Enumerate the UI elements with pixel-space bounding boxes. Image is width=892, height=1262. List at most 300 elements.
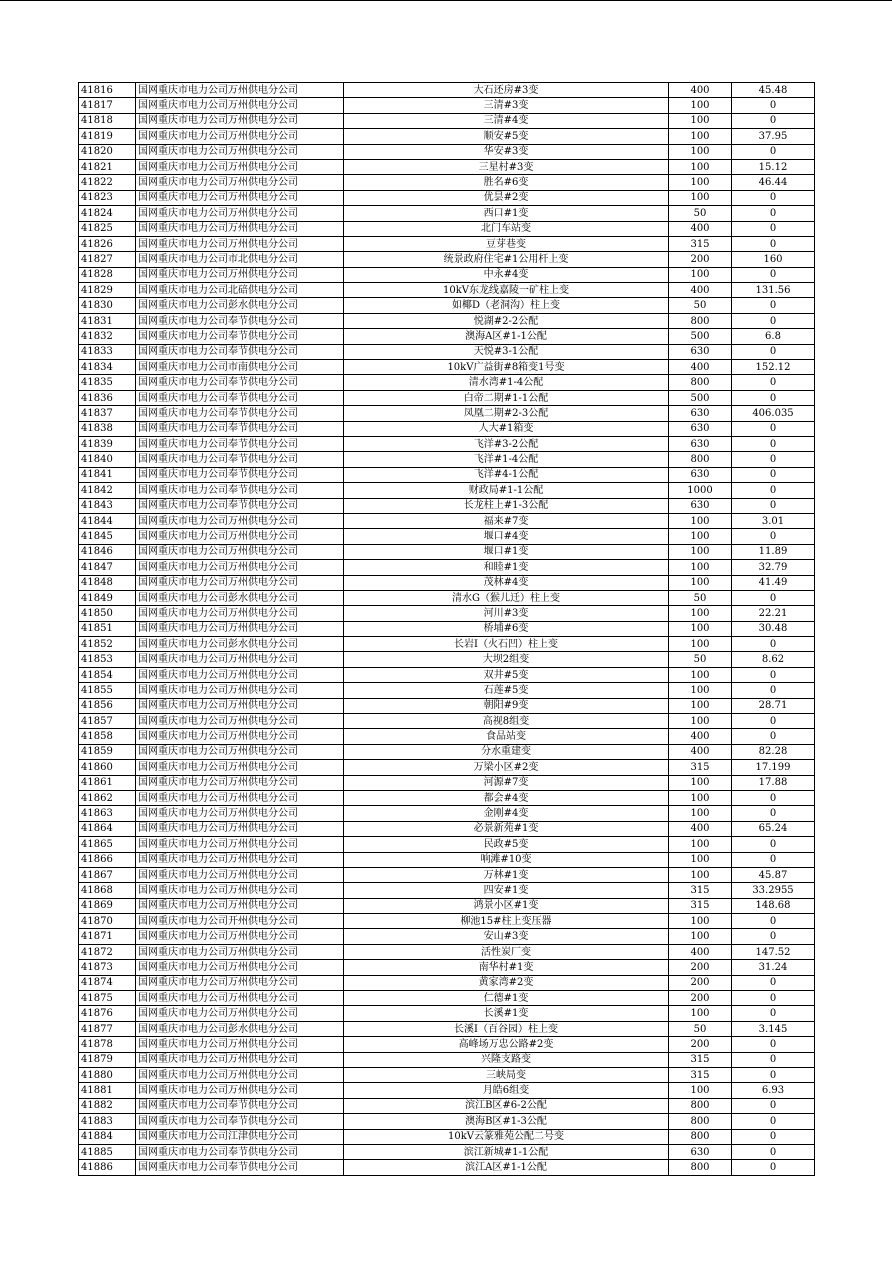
capacity-cell: 50 xyxy=(669,652,732,667)
row-id-cell: 41824 xyxy=(79,206,136,221)
company-name-cell: 国网重庆市电力公司万州供电分公司 xyxy=(136,236,344,251)
transformer-name-cell: 长岩I（火石凹）柱上变 xyxy=(344,637,669,652)
company-name-cell: 国网重庆市电力公司奉节供电分公司 xyxy=(136,406,344,421)
company-name-cell: 国网重庆市电力公司奉节供电分公司 xyxy=(136,390,344,405)
transformer-name-cell: 月皓6组变 xyxy=(344,1083,669,1098)
transformer-name-cell: 南华村#1变 xyxy=(344,960,669,975)
capacity-cell: 50 xyxy=(669,298,732,313)
table-row xyxy=(79,991,815,1006)
load-value-cell: 0 xyxy=(732,298,815,313)
company-name-cell: 国网重庆市电力公司万州供电分公司 xyxy=(136,883,344,898)
capacity-cell: 400 xyxy=(669,221,732,236)
capacity-cell: 500 xyxy=(669,329,732,344)
table-row xyxy=(79,313,815,328)
transformer-name-cell: 长龙柱上#1-3公配 xyxy=(344,498,669,513)
company-name-cell: 国网重庆市电力公司万州供电分公司 xyxy=(136,714,344,729)
company-name-cell: 国网重庆市电力公司奉节供电分公司 xyxy=(136,483,344,498)
company-name-cell: 国网重庆市电力公司万州供电分公司 xyxy=(136,175,344,190)
capacity-cell: 100 xyxy=(669,175,732,190)
capacity-cell: 100 xyxy=(669,1083,732,1098)
capacity-cell: 100 xyxy=(669,775,732,790)
table-row xyxy=(79,590,815,605)
load-value-cell: 0 xyxy=(732,436,815,451)
row-id-cell: 41886 xyxy=(79,1160,136,1175)
capacity-cell: 400 xyxy=(669,283,732,298)
transformer-name-cell: 顺安#5变 xyxy=(344,129,669,144)
table-body xyxy=(79,83,815,1176)
company-name-cell: 国网重庆市电力公司万州供电分公司 xyxy=(136,267,344,282)
row-id-cell: 41850 xyxy=(79,606,136,621)
transformer-name-cell: 仁德#1变 xyxy=(344,991,669,1006)
transformer-name-cell: 兴隆支路变 xyxy=(344,1052,669,1067)
load-value-cell: 3.145 xyxy=(732,1021,815,1036)
load-value-cell: 0 xyxy=(732,1160,815,1175)
table-row xyxy=(79,1083,815,1098)
company-name-cell: 国网重庆市电力公司江津供电分公司 xyxy=(136,1129,344,1144)
row-id-cell: 41820 xyxy=(79,144,136,159)
capacity-cell: 200 xyxy=(669,975,732,990)
company-name-cell: 国网重庆市电力公司万州供电分公司 xyxy=(136,729,344,744)
company-name-cell: 国网重庆市电力公司万州供电分公司 xyxy=(136,960,344,975)
row-id-cell: 41818 xyxy=(79,113,136,128)
transformer-name-cell: 清水G（猴儿迁）柱上变 xyxy=(344,590,669,605)
capacity-cell: 100 xyxy=(669,159,732,174)
load-value-cell: 28.71 xyxy=(732,698,815,713)
row-id-cell: 41819 xyxy=(79,129,136,144)
capacity-cell: 400 xyxy=(669,729,732,744)
company-name-cell: 国网重庆市电力公司万州供电分公司 xyxy=(136,190,344,205)
load-value-cell: 148.68 xyxy=(732,898,815,913)
capacity-cell: 315 xyxy=(669,883,732,898)
transformer-name-cell: 万林#1变 xyxy=(344,867,669,882)
table-row xyxy=(79,221,815,236)
capacity-cell: 100 xyxy=(669,698,732,713)
load-value-cell: 0 xyxy=(732,206,815,221)
load-value-cell: 0 xyxy=(732,1114,815,1129)
table-row xyxy=(79,1068,815,1083)
transformer-name-cell: 三清#3变 xyxy=(344,98,669,113)
table-row xyxy=(79,898,815,913)
load-value-cell: 22.21 xyxy=(732,606,815,621)
table-row xyxy=(79,390,815,405)
load-value-cell: 17.199 xyxy=(732,760,815,775)
transformer-name-cell: 财政局#1-1公配 xyxy=(344,483,669,498)
company-name-cell: 国网重庆市电力公司万州供电分公司 xyxy=(136,821,344,836)
company-name-cell: 国网重庆市电力公司万州供电分公司 xyxy=(136,775,344,790)
load-value-cell: 152.12 xyxy=(732,360,815,375)
row-id-cell: 41845 xyxy=(79,529,136,544)
row-id-cell: 41821 xyxy=(79,159,136,174)
load-value-cell: 0 xyxy=(732,313,815,328)
transformer-name-cell: 10kV广益街#8箱变1号变 xyxy=(344,360,669,375)
transformer-name-cell: 三峡局变 xyxy=(344,1068,669,1083)
load-value-cell: 0 xyxy=(732,344,815,359)
company-name-cell: 国网重庆市电力公司万州供电分公司 xyxy=(136,98,344,113)
table-row xyxy=(79,98,815,113)
transformer-name-cell: 和睦#1变 xyxy=(344,560,669,575)
transformer-name-cell: 白帝二期#1-1公配 xyxy=(344,390,669,405)
load-value-cell: 65.24 xyxy=(732,821,815,836)
company-name-cell: 国网重庆市电力公司奉节供电分公司 xyxy=(136,313,344,328)
transformer-name-cell: 双井#5变 xyxy=(344,667,669,682)
transformer-name-cell: 三清#4变 xyxy=(344,113,669,128)
row-id-cell: 41860 xyxy=(79,760,136,775)
company-name-cell: 国网重庆市电力公司奉节供电分公司 xyxy=(136,421,344,436)
capacity-cell: 100 xyxy=(669,867,732,882)
transformer-name-cell: 高峰场万忠公路#2变 xyxy=(344,1037,669,1052)
company-name-cell: 国网重庆市电力公司万州供电分公司 xyxy=(136,652,344,667)
table-row xyxy=(79,914,815,929)
table-row xyxy=(79,775,815,790)
capacity-cell: 50 xyxy=(669,1021,732,1036)
load-value-cell: 0 xyxy=(732,421,815,436)
load-value-cell: 15.12 xyxy=(732,159,815,174)
load-value-cell: 30.48 xyxy=(732,621,815,636)
row-id-cell: 41854 xyxy=(79,667,136,682)
load-value-cell: 0 xyxy=(732,729,815,744)
row-id-cell: 41823 xyxy=(79,190,136,205)
capacity-cell: 630 xyxy=(669,406,732,421)
table-row xyxy=(79,298,815,313)
row-id-cell: 41838 xyxy=(79,421,136,436)
row-id-cell: 41832 xyxy=(79,329,136,344)
load-value-cell: 3.01 xyxy=(732,513,815,528)
table-row xyxy=(79,113,815,128)
company-name-cell: 国网重庆市电力公司奉节供电分公司 xyxy=(136,1098,344,1113)
load-value-cell: 0 xyxy=(732,991,815,1006)
capacity-cell: 100 xyxy=(669,852,732,867)
row-id-cell: 41863 xyxy=(79,806,136,821)
capacity-cell: 100 xyxy=(669,837,732,852)
load-value-cell: 33.2955 xyxy=(732,883,815,898)
capacity-cell: 800 xyxy=(669,1160,732,1175)
load-value-cell: 46.44 xyxy=(732,175,815,190)
row-id-cell: 41880 xyxy=(79,1068,136,1083)
capacity-cell: 800 xyxy=(669,313,732,328)
row-id-cell: 41862 xyxy=(79,790,136,805)
transformer-name-cell: 石莲#5变 xyxy=(344,683,669,698)
table-row xyxy=(79,867,815,882)
load-value-cell: 0 xyxy=(732,375,815,390)
transformer-name-cell: 金刚#4变 xyxy=(344,806,669,821)
row-id-cell: 41831 xyxy=(79,313,136,328)
load-value-cell: 32.79 xyxy=(732,560,815,575)
capacity-cell: 315 xyxy=(669,1068,732,1083)
row-id-cell: 41822 xyxy=(79,175,136,190)
capacity-cell: 630 xyxy=(669,1144,732,1159)
row-id-cell: 41837 xyxy=(79,406,136,421)
row-id-cell: 41883 xyxy=(79,1114,136,1129)
transformer-name-cell: 中永#4变 xyxy=(344,267,669,282)
transformer-name-cell: 滨江新城#1-1公配 xyxy=(344,1144,669,1159)
company-name-cell: 国网重庆市电力公司奉节供电分公司 xyxy=(136,467,344,482)
transformer-name-cell: 飞洋#1-4公配 xyxy=(344,452,669,467)
table-row xyxy=(79,929,815,944)
transformer-name-cell: 活性炭厂变 xyxy=(344,944,669,959)
table-row xyxy=(79,452,815,467)
transformer-name-cell: 三星村#3变 xyxy=(344,159,669,174)
load-value-cell: 0 xyxy=(732,483,815,498)
company-name-cell: 国网重庆市电力公司奉节供电分公司 xyxy=(136,344,344,359)
capacity-cell: 100 xyxy=(669,683,732,698)
row-id-cell: 41853 xyxy=(79,652,136,667)
capacity-cell: 400 xyxy=(669,744,732,759)
row-id-cell: 41864 xyxy=(79,821,136,836)
table-row xyxy=(79,760,815,775)
capacity-cell: 800 xyxy=(669,1129,732,1144)
table-row xyxy=(79,606,815,621)
table-row xyxy=(79,483,815,498)
table-row xyxy=(79,267,815,282)
table-row xyxy=(79,1144,815,1159)
table-row xyxy=(79,513,815,528)
row-id-cell: 41885 xyxy=(79,1144,136,1159)
load-value-cell: 45.48 xyxy=(732,83,815,98)
company-name-cell: 国网重庆市电力公司奉节供电分公司 xyxy=(136,1144,344,1159)
row-id-cell: 41870 xyxy=(79,914,136,929)
company-name-cell: 国网重庆市电力公司开州供电分公司 xyxy=(136,914,344,929)
table-row xyxy=(79,1037,815,1052)
table-row xyxy=(79,375,815,390)
transformer-name-cell: 滨江B区#6-2公配 xyxy=(344,1098,669,1113)
transformer-name-cell: 大坝2组变 xyxy=(344,652,669,667)
table-row xyxy=(79,1098,815,1113)
transformer-name-cell: 飞洋#4-1公配 xyxy=(344,467,669,482)
transformer-name-cell: 河源#7变 xyxy=(344,775,669,790)
row-id-cell: 41839 xyxy=(79,436,136,451)
capacity-cell: 315 xyxy=(669,760,732,775)
transformer-name-cell: 鸿景小区#1变 xyxy=(344,898,669,913)
row-id-cell: 41849 xyxy=(79,590,136,605)
table-row xyxy=(79,960,815,975)
company-name-cell: 国网重庆市电力公司万州供电分公司 xyxy=(136,560,344,575)
capacity-cell: 400 xyxy=(669,944,732,959)
row-id-cell: 41855 xyxy=(79,683,136,698)
load-value-cell: 0 xyxy=(732,113,815,128)
company-name-cell: 国网重庆市电力公司市南供电分公司 xyxy=(136,360,344,375)
company-name-cell: 国网重庆市电力公司市北供电分公司 xyxy=(136,252,344,267)
company-name-cell: 国网重庆市电力公司万州供电分公司 xyxy=(136,667,344,682)
transformer-name-cell: 河川#3变 xyxy=(344,606,669,621)
row-id-cell: 41858 xyxy=(79,729,136,744)
table-row xyxy=(79,159,815,174)
row-id-cell: 41836 xyxy=(79,390,136,405)
table-row xyxy=(79,175,815,190)
company-name-cell: 国网重庆市电力公司万州供电分公司 xyxy=(136,575,344,590)
row-id-cell: 41869 xyxy=(79,898,136,913)
company-name-cell: 国网重庆市电力公司万州供电分公司 xyxy=(136,113,344,128)
transformer-name-cell: 长溪#1变 xyxy=(344,1006,669,1021)
capacity-cell: 100 xyxy=(669,621,732,636)
row-id-cell: 41873 xyxy=(79,960,136,975)
row-id-cell: 41865 xyxy=(79,837,136,852)
table-row xyxy=(79,1129,815,1144)
transformer-name-cell: 人大#1箱变 xyxy=(344,421,669,436)
load-value-cell: 0 xyxy=(732,1068,815,1083)
capacity-cell: 100 xyxy=(669,98,732,113)
transformer-name-cell: 10kV云篆雅苑公配二号变 xyxy=(344,1129,669,1144)
capacity-cell: 100 xyxy=(669,714,732,729)
capacity-cell: 100 xyxy=(669,575,732,590)
load-value-cell: 0 xyxy=(732,852,815,867)
company-name-cell: 国网重庆市电力公司万州供电分公司 xyxy=(136,129,344,144)
table-row xyxy=(79,729,815,744)
transformer-name-cell: 朝阳#9变 xyxy=(344,698,669,713)
transformer-table xyxy=(78,82,815,1176)
capacity-cell: 630 xyxy=(669,467,732,482)
load-value-cell: 0 xyxy=(732,452,815,467)
table-row xyxy=(79,83,815,98)
company-name-cell: 国网重庆市电力公司彭水供电分公司 xyxy=(136,590,344,605)
company-name-cell: 国网重庆市电力公司万州供电分公司 xyxy=(136,975,344,990)
company-name-cell: 国网重庆市电力公司万州供电分公司 xyxy=(136,529,344,544)
capacity-cell: 50 xyxy=(669,206,732,221)
transformer-name-cell: 天悦#3-1公配 xyxy=(344,344,669,359)
load-value-cell: 8.62 xyxy=(732,652,815,667)
capacity-cell: 100 xyxy=(669,129,732,144)
company-name-cell: 国网重庆市电力公司万州供电分公司 xyxy=(136,744,344,759)
load-value-cell: 0 xyxy=(732,590,815,605)
company-name-cell: 国网重庆市电力公司万州供电分公司 xyxy=(136,513,344,528)
company-name-cell: 国网重庆市电力公司万州供电分公司 xyxy=(136,1006,344,1021)
load-value-cell: 0 xyxy=(732,790,815,805)
load-value-cell: 0 xyxy=(732,975,815,990)
load-value-cell: 0 xyxy=(732,837,815,852)
capacity-cell: 500 xyxy=(669,390,732,405)
load-value-cell: 147.52 xyxy=(732,944,815,959)
transformer-name-cell: 澳海A区#1-1公配 xyxy=(344,329,669,344)
company-name-cell: 国网重庆市电力公司彭水供电分公司 xyxy=(136,637,344,652)
transformer-name-cell: 都会#4变 xyxy=(344,790,669,805)
table-row xyxy=(79,790,815,805)
row-id-cell: 41867 xyxy=(79,867,136,882)
table-row xyxy=(79,698,815,713)
row-id-cell: 41841 xyxy=(79,467,136,482)
company-name-cell: 国网重庆市电力公司奉节供电分公司 xyxy=(136,436,344,451)
table-row xyxy=(79,329,815,344)
capacity-cell: 315 xyxy=(669,1052,732,1067)
table-row xyxy=(79,1006,815,1021)
company-name-cell: 国网重庆市电力公司万州供电分公司 xyxy=(136,221,344,236)
company-name-cell: 国网重庆市电力公司万州供电分公司 xyxy=(136,867,344,882)
company-name-cell: 国网重庆市电力公司万州供电分公司 xyxy=(136,544,344,559)
capacity-cell: 800 xyxy=(669,452,732,467)
table-row xyxy=(79,144,815,159)
load-value-cell: 0 xyxy=(732,929,815,944)
capacity-cell: 100 xyxy=(669,929,732,944)
capacity-cell: 200 xyxy=(669,252,732,267)
load-value-cell: 0 xyxy=(732,236,815,251)
load-value-cell: 0 xyxy=(732,1052,815,1067)
table-row xyxy=(79,621,815,636)
row-id-cell: 41857 xyxy=(79,714,136,729)
load-value-cell: 45.87 xyxy=(732,867,815,882)
capacity-cell: 315 xyxy=(669,236,732,251)
capacity-cell: 100 xyxy=(669,806,732,821)
capacity-cell: 100 xyxy=(669,113,732,128)
capacity-cell: 100 xyxy=(669,667,732,682)
load-value-cell: 0 xyxy=(732,806,815,821)
capacity-cell: 630 xyxy=(669,436,732,451)
company-name-cell: 国网重庆市电力公司万州供电分公司 xyxy=(136,790,344,805)
row-id-cell: 41825 xyxy=(79,221,136,236)
table-row xyxy=(79,252,815,267)
transformer-name-cell: 10kV东龙线嘉陵一矿柱上变 xyxy=(344,283,669,298)
company-name-cell: 国网重庆市电力公司奉节供电分公司 xyxy=(136,452,344,467)
table-row xyxy=(79,821,815,836)
table-row xyxy=(79,344,815,359)
capacity-cell: 100 xyxy=(669,637,732,652)
row-id-cell: 41876 xyxy=(79,1006,136,1021)
capacity-cell: 100 xyxy=(669,606,732,621)
row-id-cell: 41828 xyxy=(79,267,136,282)
load-value-cell: 41.49 xyxy=(732,575,815,590)
transformer-name-cell: 凤凰二期#2-3公配 xyxy=(344,406,669,421)
row-id-cell: 41840 xyxy=(79,452,136,467)
table-row xyxy=(79,1114,815,1129)
row-id-cell: 41852 xyxy=(79,637,136,652)
transformer-name-cell: 高视8组变 xyxy=(344,714,669,729)
load-value-cell: 11.89 xyxy=(732,544,815,559)
load-value-cell: 0 xyxy=(732,98,815,113)
capacity-cell: 100 xyxy=(669,560,732,575)
load-value-cell: 0 xyxy=(732,1129,815,1144)
table-row xyxy=(79,436,815,451)
company-name-cell: 国网重庆市电力公司万州供电分公司 xyxy=(136,606,344,621)
company-name-cell: 国网重庆市电力公司万州供电分公司 xyxy=(136,683,344,698)
row-id-cell: 41848 xyxy=(79,575,136,590)
row-id-cell: 41842 xyxy=(79,483,136,498)
company-name-cell: 国网重庆市电力公司万州供电分公司 xyxy=(136,144,344,159)
transformer-name-cell: 安山#3变 xyxy=(344,929,669,944)
company-name-cell: 国网重庆市电力公司彭水供电分公司 xyxy=(136,298,344,313)
company-name-cell: 国网重庆市电力公司万州供电分公司 xyxy=(136,898,344,913)
transformer-name-cell: 悦湖#2-2公配 xyxy=(344,313,669,328)
company-name-cell: 国网重庆市电力公司万州供电分公司 xyxy=(136,159,344,174)
capacity-cell: 800 xyxy=(669,1098,732,1113)
table-row xyxy=(79,744,815,759)
load-value-cell: 0 xyxy=(732,914,815,929)
row-id-cell: 41826 xyxy=(79,236,136,251)
transformer-name-cell: 豆芽巷变 xyxy=(344,236,669,251)
row-id-cell: 41829 xyxy=(79,283,136,298)
row-id-cell: 41861 xyxy=(79,775,136,790)
transformer-name-cell: 茂林#4变 xyxy=(344,575,669,590)
table-row xyxy=(79,683,815,698)
table-row xyxy=(79,206,815,221)
table-row xyxy=(79,529,815,544)
load-value-cell: 0 xyxy=(732,467,815,482)
capacity-cell: 100 xyxy=(669,544,732,559)
load-value-cell: 0 xyxy=(732,221,815,236)
row-id-cell: 41833 xyxy=(79,344,136,359)
table-row xyxy=(79,1160,815,1175)
transformer-name-cell: 柳池15#柱上变压器 xyxy=(344,914,669,929)
row-id-cell: 41875 xyxy=(79,991,136,1006)
capacity-cell: 100 xyxy=(669,190,732,205)
row-id-cell: 41846 xyxy=(79,544,136,559)
transformer-name-cell: 统景政府住宅#1公用杆上变 xyxy=(344,252,669,267)
table-row xyxy=(79,714,815,729)
capacity-cell: 400 xyxy=(669,360,732,375)
row-id-cell: 41843 xyxy=(79,498,136,513)
load-value-cell: 131.56 xyxy=(732,283,815,298)
table-row xyxy=(79,837,815,852)
capacity-cell: 400 xyxy=(669,83,732,98)
table-row xyxy=(79,498,815,513)
row-id-cell: 41835 xyxy=(79,375,136,390)
load-value-cell: 406.035 xyxy=(732,406,815,421)
